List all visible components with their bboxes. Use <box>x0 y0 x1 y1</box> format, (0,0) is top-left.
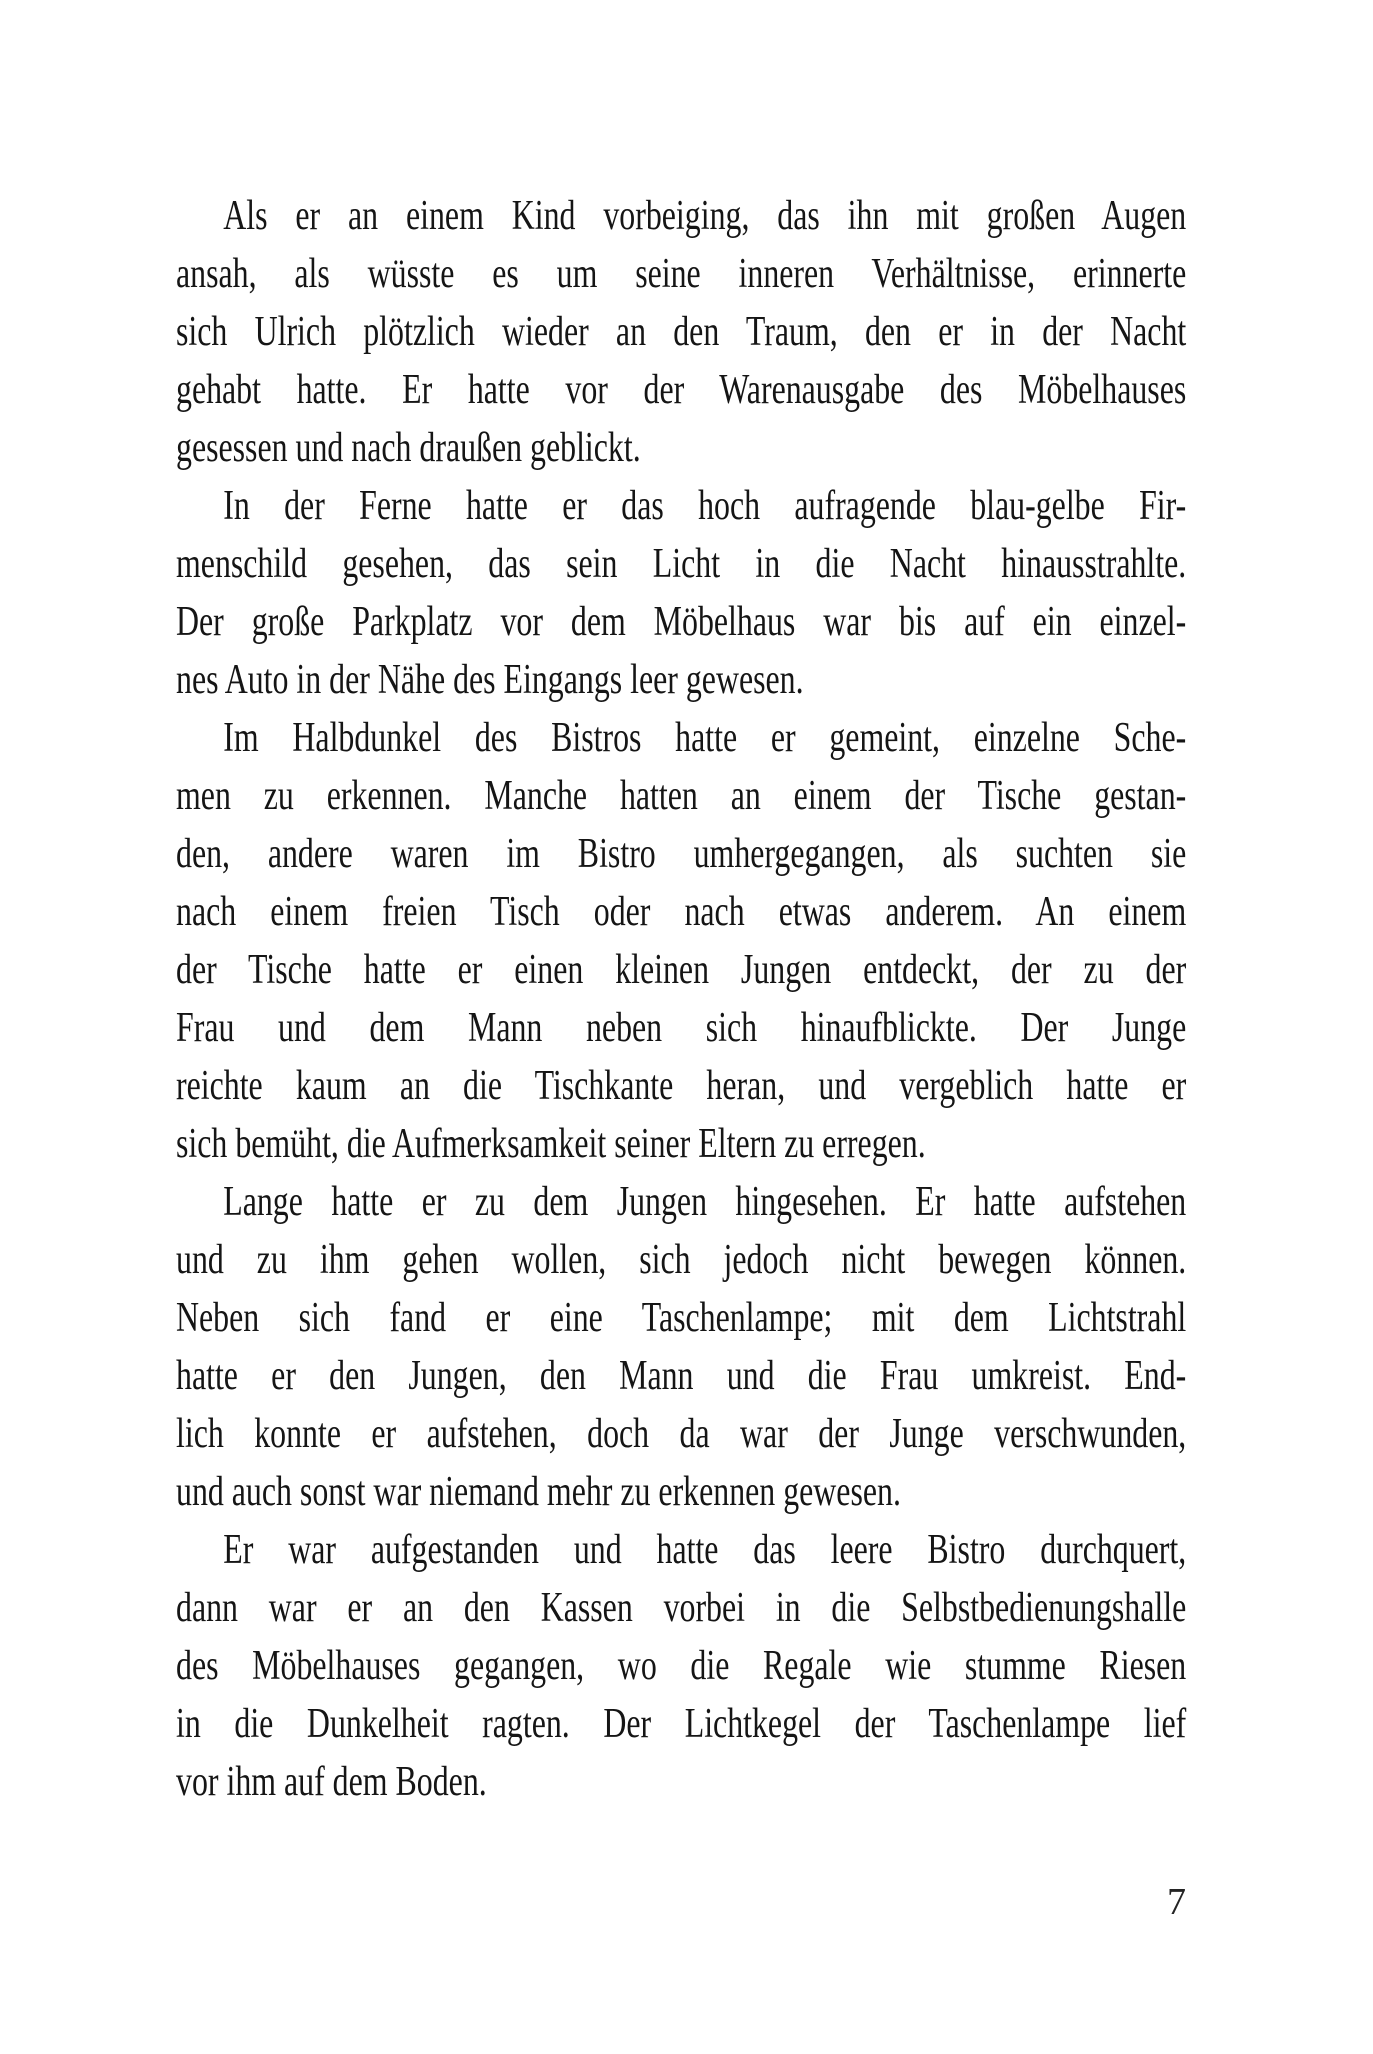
text-line: der Tische hatte er einen kleinen Jungen entdeckt, der zu der <box>176 946 1187 993</box>
text-line: nes Auto in der Nähe des Eingangs leer gewesen. <box>176 656 804 703</box>
text-line: ansah, als wüsste es um seine inneren Verhältnisse, erinnerte <box>176 250 1187 297</box>
text-line: Er war aufgestanden und hatte das leere Bistro durchquert, <box>223 1526 1187 1573</box>
text-line: in die Dunkelheit ragten. Der Lichtkegel der Taschenlampe lief <box>176 1700 1187 1747</box>
text-line: Frau und dem Mann neben sich hinaufblickte. Der Junge <box>176 1004 1187 1051</box>
text-line: gehabt hatte. Er hatte vor der Warenausgabe des Möbelhauses <box>176 366 1187 413</box>
page-number: 7 <box>1167 1881 1186 1923</box>
text-line: menschild gesehen, das sein Licht in die Nacht hinausstrahlte. <box>176 540 1187 587</box>
text-line: den, andere waren im Bistro umhergegangen, als suchten sie <box>176 830 1187 877</box>
text-line: dann war er an den Kassen vorbei in die Selbstbedienungshalle <box>176 1584 1187 1631</box>
text-line: gesessen und nach draußen geblickt. <box>176 424 641 471</box>
text-line: und auch sonst war niemand mehr zu erkennen gewesen. <box>176 1468 901 1515</box>
text-line: nach einem freien Tisch oder nach etwas anderem. An einem <box>176 888 1187 935</box>
text-line: Neben sich fand er eine Taschenlampe; mit dem Lichtstrahl <box>176 1294 1187 1341</box>
text-line: lich konnte er aufstehen, doch da war der Junge verschwunden, <box>176 1410 1187 1457</box>
text-line: und zu ihm gehen wollen, sich jedoch nicht bewegen können. <box>176 1236 1187 1283</box>
text-line: men zu erkennen. Manche hatten an einem der Tische gestan- <box>176 772 1187 819</box>
text-line: reichte kaum an die Tischkante heran, und vergeblich hatte er <box>176 1062 1187 1109</box>
text-line: Der große Parkplatz vor dem Möbelhaus war bis auf ein einzel- <box>176 598 1187 645</box>
text-line: hatte er den Jungen, den Mann und die Frau umkreist. End- <box>176 1352 1187 1399</box>
text-line: In der Ferne hatte er das hoch aufragende blau-gelbe Fir- <box>223 482 1187 529</box>
text-line: Als er an einem Kind vorbeiging, das ihn mit großen Augen <box>223 192 1187 239</box>
text-line: vor ihm auf dem Boden. <box>176 1758 487 1805</box>
text-line: sich bemüht, die Aufmerksamkeit seiner Eltern zu erregen. <box>176 1120 926 1167</box>
text-line: sich Ulrich plötzlich wieder an den Traum, den er in der Nacht <box>176 308 1187 355</box>
text-line: Lange hatte er zu dem Jungen hingesehen. Er hatte aufstehen <box>223 1178 1187 1225</box>
text-line: Im Halbdunkel des Bistros hatte er gemeint, einzelne Sche- <box>223 714 1187 761</box>
text-line: des Möbelhauses gegangen, wo die Regale wie stumme Riesen <box>176 1642 1187 1689</box>
page-text-block <box>176 187 1186 1811</box>
